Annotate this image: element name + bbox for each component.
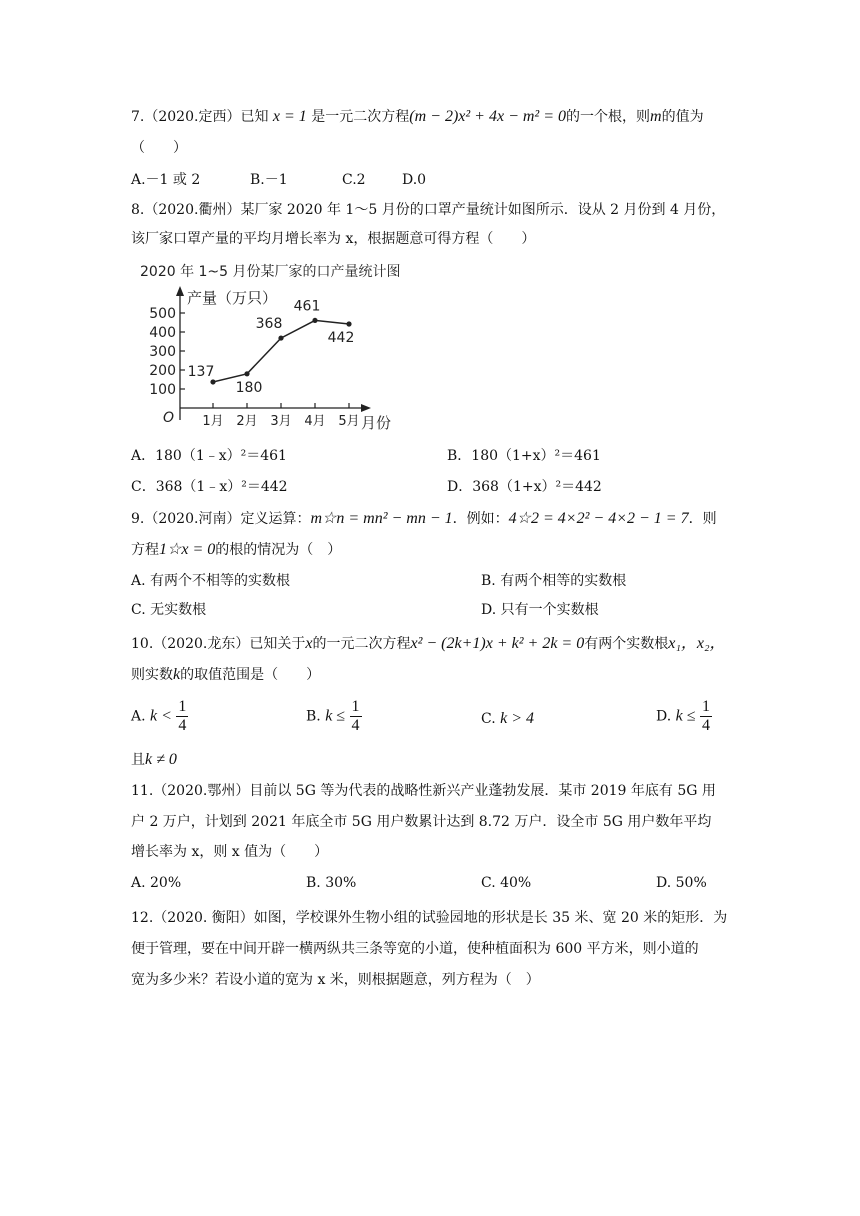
data-label: 442 bbox=[327, 330, 355, 347]
q12-source: （2020. 衡阳） bbox=[153, 910, 254, 926]
q10-source: （2020.龙东） bbox=[153, 636, 250, 652]
y-tick-label: 100 bbox=[149, 382, 176, 398]
q7-option-a: A.－1 或 2 bbox=[131, 172, 201, 188]
q10-option-d: D. k ≤ $\frac{1}{4}$ bbox=[656, 698, 710, 734]
x-tick-label: 5月 bbox=[338, 414, 360, 429]
q10-line2: 则实数k的取值范围是（ ） bbox=[131, 666, 321, 683]
q9-definition: m☆n = mn² − mn − 1 bbox=[310, 510, 453, 527]
q8-number: 8. bbox=[131, 202, 145, 218]
q9-option-b: B. 有两个相等的实数根 bbox=[481, 573, 627, 589]
q10-option-c: C. k > 4 bbox=[481, 710, 535, 727]
q10-roots: x₁，x₂， bbox=[668, 635, 726, 652]
data-point bbox=[278, 335, 283, 340]
q10-option-d-tail: 且k ≠ 0 bbox=[131, 751, 177, 768]
chart-title: 2020 年 1~5 月份某厂家的口产量统计图 bbox=[140, 264, 401, 280]
q9-line2: 方程1☆x = 0的根的情况为（ ） bbox=[131, 541, 342, 558]
q12-number: 12. bbox=[131, 910, 154, 926]
chart-ylabel: 产量（万只） bbox=[187, 289, 278, 307]
q10-number: 10. bbox=[131, 636, 154, 652]
data-label: 137 bbox=[187, 363, 215, 380]
data-point bbox=[312, 318, 317, 323]
y-tick-label: 200 bbox=[149, 363, 176, 379]
q10-equation: x² − (2k+1)x + k² + 2k = 0 bbox=[410, 635, 585, 652]
q11-line3: 增长率为 x，则 x 值为（ ） bbox=[131, 844, 329, 860]
x-tick-label: 4月 bbox=[304, 414, 326, 429]
x-tick-label: 1月 bbox=[202, 414, 224, 429]
q9-source: （2020.河南） bbox=[144, 511, 241, 527]
q7-condition: x = 1 bbox=[272, 108, 307, 125]
y-axis-arrow bbox=[176, 286, 184, 296]
q10-option-a: A. k < $\frac{1}{4}$ bbox=[131, 698, 187, 734]
y-tick-label: 500 bbox=[149, 306, 176, 322]
q12-line1: 12.（2020. 衡阳）如图，学校课外生物小组的试验园地的形状是长 35 米、宽 20 米的矩形．为 bbox=[131, 910, 728, 926]
data-label: 461 bbox=[293, 298, 321, 315]
q7-option-d: D.0 bbox=[402, 172, 427, 188]
q7-source: （2020.定西） bbox=[144, 109, 241, 125]
q7-line1: 7.（2020.定西）已知 x = 1 是一元二次方程(m − 2)x² + 4x − m² = 0的一个根，则m的值为 bbox=[131, 108, 704, 125]
q9-equation: 1☆x = 0 bbox=[159, 541, 216, 558]
q11-option-c: C. 40% bbox=[481, 875, 532, 891]
fraction: $\frac{1}{4}$ bbox=[178, 698, 187, 734]
q11-option-b: B. 30% bbox=[306, 875, 357, 891]
chart-origin: O bbox=[163, 410, 175, 426]
q8-option-a: A．180（1﹣x）²＝461 bbox=[131, 448, 287, 464]
q7-number: 7. bbox=[131, 109, 145, 125]
fraction: $\frac{1}{4}$ bbox=[351, 698, 360, 734]
y-tick-label: 300 bbox=[149, 344, 176, 360]
q9-option-c: C. 无实数根 bbox=[131, 602, 207, 618]
q10-option-b: B. k ≤ $\frac{1}{4}$ bbox=[306, 698, 360, 734]
x-axis-arrow bbox=[361, 404, 371, 412]
y-tick-label: 400 bbox=[149, 325, 176, 341]
data-point bbox=[346, 321, 351, 326]
q9-option-d: D. 只有一个实数根 bbox=[481, 602, 599, 618]
q8-line1: 8.（2020.衢州）某厂家 2020 年 1～5 月份的口罩产量统计如图所示．设从 2 月份到 4 月份， bbox=[131, 202, 726, 218]
data-label: 368 bbox=[255, 316, 283, 333]
data-point bbox=[210, 379, 215, 384]
production-line-chart bbox=[135, 258, 425, 438]
q10-line1: 10.（2020.龙东）已知关于x的一元二次方程x² − (2k+1)x + k² + 2k = 0有两个实数根x₁，x₂， bbox=[131, 635, 726, 652]
q11-number: 11. bbox=[131, 783, 154, 799]
q8-line2: 该厂家口罩产量的平均月增长率为 x，根据题意可得方程（ ） bbox=[131, 231, 536, 247]
q8-option-b: B．180（1+x）²＝461 bbox=[447, 448, 601, 464]
data-label: 180 bbox=[235, 379, 263, 396]
q7-paren: （ ） bbox=[131, 140, 187, 156]
x-tick-label: 2月 bbox=[236, 414, 258, 429]
q8-option-d: D．368（1+x）²＝442 bbox=[447, 479, 602, 495]
q9-line1: 9.（2020.河南）定义运算：m☆n = mn² − mn − 1．例如：4☆2 = 4×2² − 4×2 − 1 = 7．则 bbox=[131, 510, 717, 527]
q12-line3: 宽为多少米？若设小道的宽为 x 米，则根据题意，列方程为（ ） bbox=[131, 972, 540, 988]
q11-line1: 11.（2020.鄂州）目前以 5G 等为代表的战略性新兴产业蓬勃发展．某市 2019 年底有 5G 用 bbox=[131, 783, 716, 799]
q7-option-b: B.－1 bbox=[250, 172, 288, 188]
q11-option-a: A. 20% bbox=[131, 875, 182, 891]
q11-source: （2020.鄂州） bbox=[153, 783, 250, 799]
q9-number: 9. bbox=[131, 511, 145, 527]
chart-xlabel: 月份 bbox=[361, 414, 392, 432]
q11-option-d: D. 50% bbox=[656, 875, 707, 891]
q7-equation: (m − 2)x² + 4x − m² = 0 bbox=[409, 108, 567, 125]
q9-option-a: A. 有两个不相等的实数根 bbox=[131, 573, 291, 589]
x-tick-label: 3月 bbox=[270, 414, 292, 429]
q11-line2: 户 2 万户，计划到 2021 年底全市 5G 用户数累计达到 8.72 万户．设全市 5G 用户数年平均 bbox=[131, 814, 712, 830]
fraction: $\frac{1}{4}$ bbox=[701, 698, 710, 734]
q12-line2: 便于管理，要在中间开辟一横两纵共三条等宽的小道，使种植面积为 600 平方米，则小道的 bbox=[131, 941, 699, 957]
q9-example: 4☆2 = 4×2² − 4×2 − 1 = 7 bbox=[508, 510, 689, 527]
q8-option-c: C．368（1﹣x）²＝442 bbox=[131, 479, 288, 495]
q8-source: （2020.衢州） bbox=[144, 202, 241, 218]
q7-option-c: C.2 bbox=[342, 172, 366, 188]
data-point bbox=[244, 371, 249, 376]
